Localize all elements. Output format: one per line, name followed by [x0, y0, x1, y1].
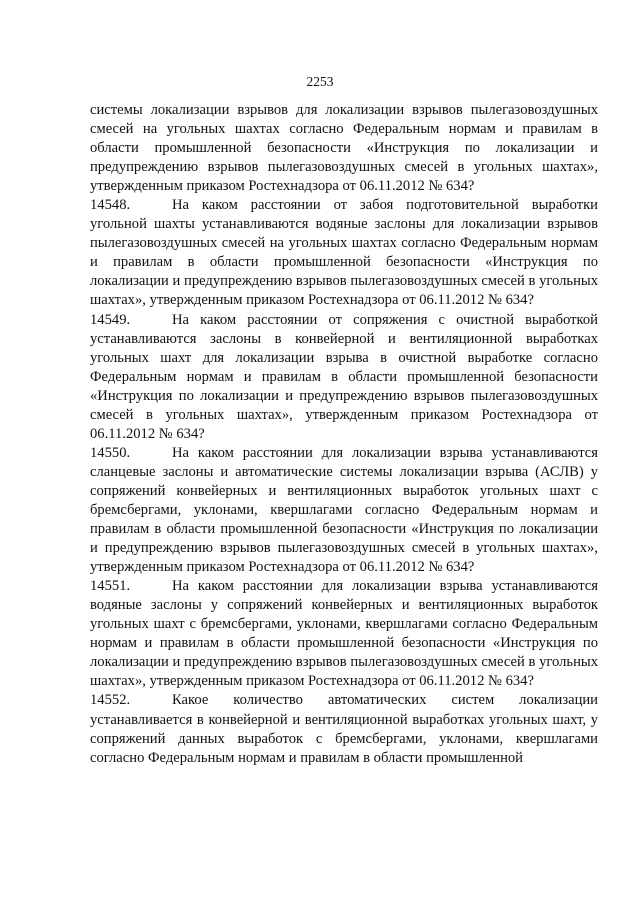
question-number: 14550.	[90, 444, 131, 461]
page-number: 2253	[306, 74, 334, 89]
document-body	[90, 101, 598, 768]
question-14552	[90, 691, 598, 767]
question-14548	[90, 196, 598, 310]
question-text: Какое количество автоматических систем локализации устанавливается в конвейерной и вентиляционной выработках угольных шахт, у сопряжений данных выработок с бремсбергами, уклонами, квершлагами согласно Федеральным нормам и правилам в области промышленной	[90, 692, 598, 766]
question-number: 14551.	[90, 578, 131, 595]
paragraph-continuation	[90, 101, 598, 196]
question-14551	[90, 577, 598, 691]
question-number: 14549.	[90, 311, 131, 328]
question-14550	[90, 444, 598, 577]
question-number: 14548.	[90, 197, 131, 214]
paragraph-text: системы локализации взрывов для локализации взрывов пылегазовоздушных смесей на угольных шахтах согласно Федеральным нормам и правилам в области промышленной безопасности «Инструкция по локализации и предупреждению взрывов пылегазовоздушных смесей в угольных шахтах», утвержденным приказом Ростехнадзора от 06.11.2012 № 634?	[90, 102, 598, 195]
question-14549	[90, 311, 598, 444]
question-text: На каком расстоянии для локализации взрыва устанавливаются водяные заслоны у сопряжений конвейерных и вентиляционных выработок угольных шахт с бремсбергами, уклонами, квершлагами согласно Федеральным нормам и правилам в области промышленной безопасности «Инструкция по локализации и предупреждению взрывов пылегазовоздушных смесей в угольных шахтах», утвержденным приказом Ростехнадзора от 06.11.2012 № 634?	[90, 578, 598, 690]
question-text: На каком расстоянии от забоя подготовительной выработки угольной шахты устанавливаются водяные заслоны для локализации взрывов пылегазовоздушных смесей на угольных шахтах согласно Федеральным нормам и правилам в области промышленной безопасности «Инструкция по локализации и предупреждению взрывов пылегазовоздушных смесей в угольных шахтах», утвержденным приказом Ростехнадзора от 06.11.2012 № 634?	[90, 197, 598, 309]
question-number: 14552.	[90, 692, 131, 709]
question-text: На каком расстоянии для локализации взрыва устанавливаются сланцевые заслоны и автоматические системы локализации взрыва (АСЛВ) у сопряжений конвейерных и вентиляционных выработок угольных шахт с бремсбергами, уклонами, квершлагами согласно Федеральным нормам и правилам в области промышленной безопасности «Инструкция по локализации и предупреждению взрывов пылегазовоздушных смесей в угольных шахтах», утвержденным приказом Ростехнадзора от 06.11.2012 № 634?	[90, 444, 598, 576]
question-text: На каком расстоянии от сопряжения с очистной выработкой устанавливаются заслоны в конвейерной и вентиляционной выработках угольных шахт для локализации взрыва в очистной выработке согласно Федеральным нормам и правилам в области промышленной безопасности «Инструкция по локализации и предупреждению взрывов пылегазовоздушных смесей в угольных шахтах», утвержденным приказом Ростехнадзора от 06.11.2012 № 634?	[90, 311, 598, 442]
